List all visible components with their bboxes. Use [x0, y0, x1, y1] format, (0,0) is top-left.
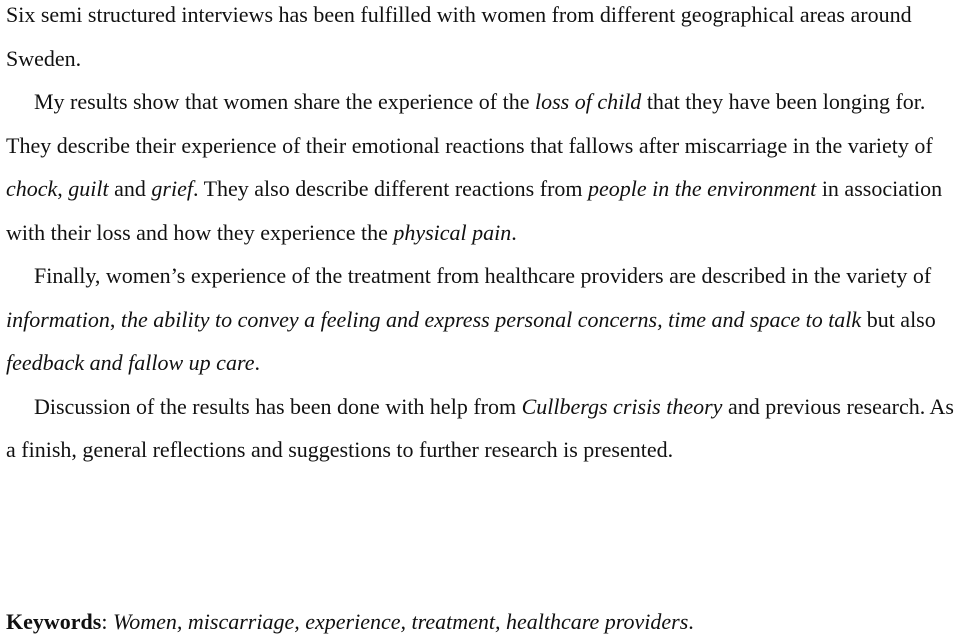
abstract-body: [6, 0, 956, 472]
italic-term: grief: [151, 176, 193, 201]
italic-term: chock: [6, 176, 58, 201]
text: Six semi structured interviews has been fulfilled with women from different geographical areas around Sweden.: [6, 2, 912, 71]
keywords-line: [6, 600, 694, 644]
paragraph-treatment: [6, 254, 956, 385]
text: but also: [861, 306, 936, 332]
text: ,: [57, 176, 69, 201]
text: Discussion of the results has been done with help from: [34, 393, 522, 419]
text: . They also describe different reactions from: [192, 176, 589, 201]
keywords-period: .: [688, 609, 694, 634]
text: My results show that women share the experience of the: [34, 89, 535, 114]
text: in association with their loss and how they experience the: [6, 176, 943, 245]
text: ,: [109, 306, 121, 332]
italic-term: the ability to convey a feeling and express personal concerns, time and space to talk: [120, 306, 862, 332]
text: and previous research. As a finish, general reflections and suggestions to further research is presented.: [6, 393, 954, 462]
text: that they have been longing for. They describe their experience of their emotional reactions that fallows after miscarriage in the variety of: [6, 89, 933, 158]
text: and: [108, 176, 152, 201]
paragraph-interviews: [6, 0, 956, 80]
italic-term: people in the environment: [588, 176, 817, 201]
italic-term: loss of child: [534, 89, 642, 114]
text: .: [254, 350, 260, 375]
paragraph-results: [6, 80, 956, 254]
italic-term: feedback and fallow up care: [6, 350, 255, 375]
italic-term: physical pain: [393, 219, 512, 245]
italic-term: information: [6, 306, 110, 332]
italic-term: guilt: [68, 176, 109, 201]
text: .: [511, 219, 517, 245]
keywords-list: Women, miscarriage, experience, treatment, healthcare providers: [112, 609, 689, 634]
paragraph-discussion: [6, 385, 956, 472]
text: Finally, women’s experience of the treatment from healthcare providers are described in the variety of: [34, 263, 932, 288]
italic-term: Cullbergs crisis theory: [521, 393, 723, 419]
keywords-label: Keywords: [6, 609, 102, 634]
keywords-colon: :: [101, 609, 113, 634]
